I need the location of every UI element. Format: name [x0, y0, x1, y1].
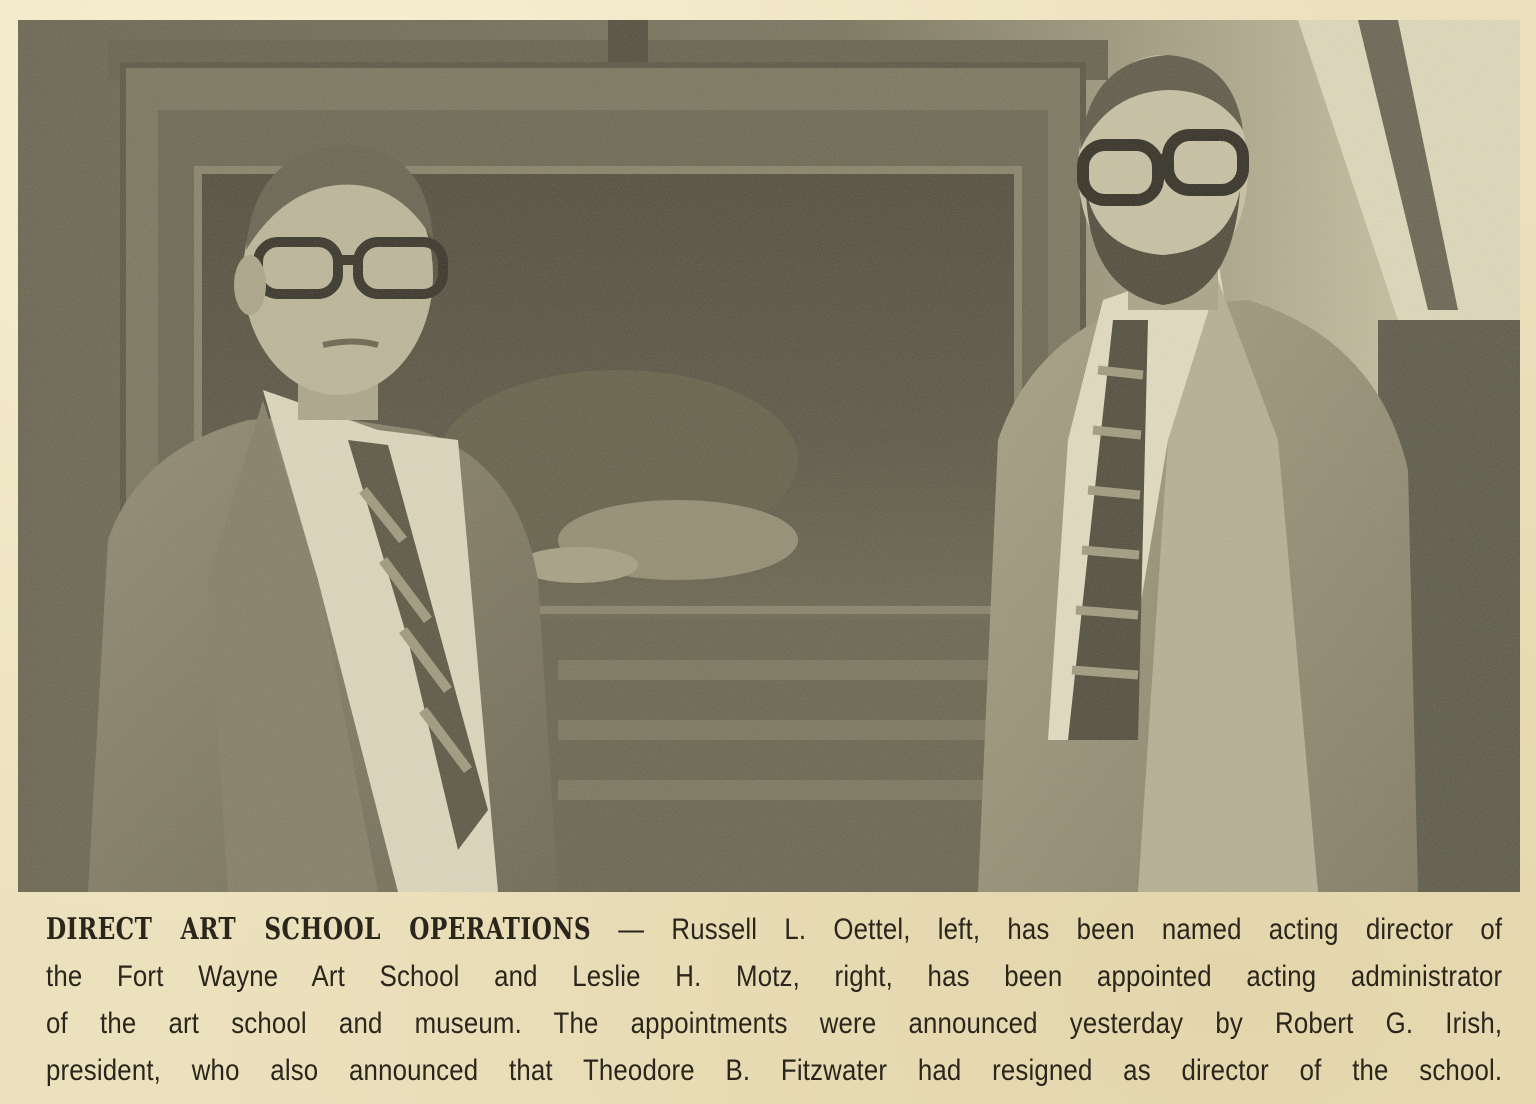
caption-line-1-text: — Russell L. Oettel, left, has been named acting director of: [618, 913, 1503, 946]
caption-line-3: of the art school and museum. The appointments were announced yesterday by Robert G. Irish,: [46, 1007, 1503, 1040]
photo-caption: [46, 906, 1502, 1096]
caption-line-1: [46, 906, 1502, 953]
caption-line-2: the Fort Wayne Art School and Leslie H. Motz, right, has been appointed acting administrator: [46, 960, 1503, 993]
photograph: [18, 20, 1520, 892]
photo-illustration: [18, 20, 1520, 892]
caption-line-4: president, who also announced that Theodore B. Fitzwater had resigned as director of the school.: [46, 1054, 1503, 1087]
caption-headline: DIRECT ART SCHOOL OPERATIONS: [46, 912, 592, 947]
